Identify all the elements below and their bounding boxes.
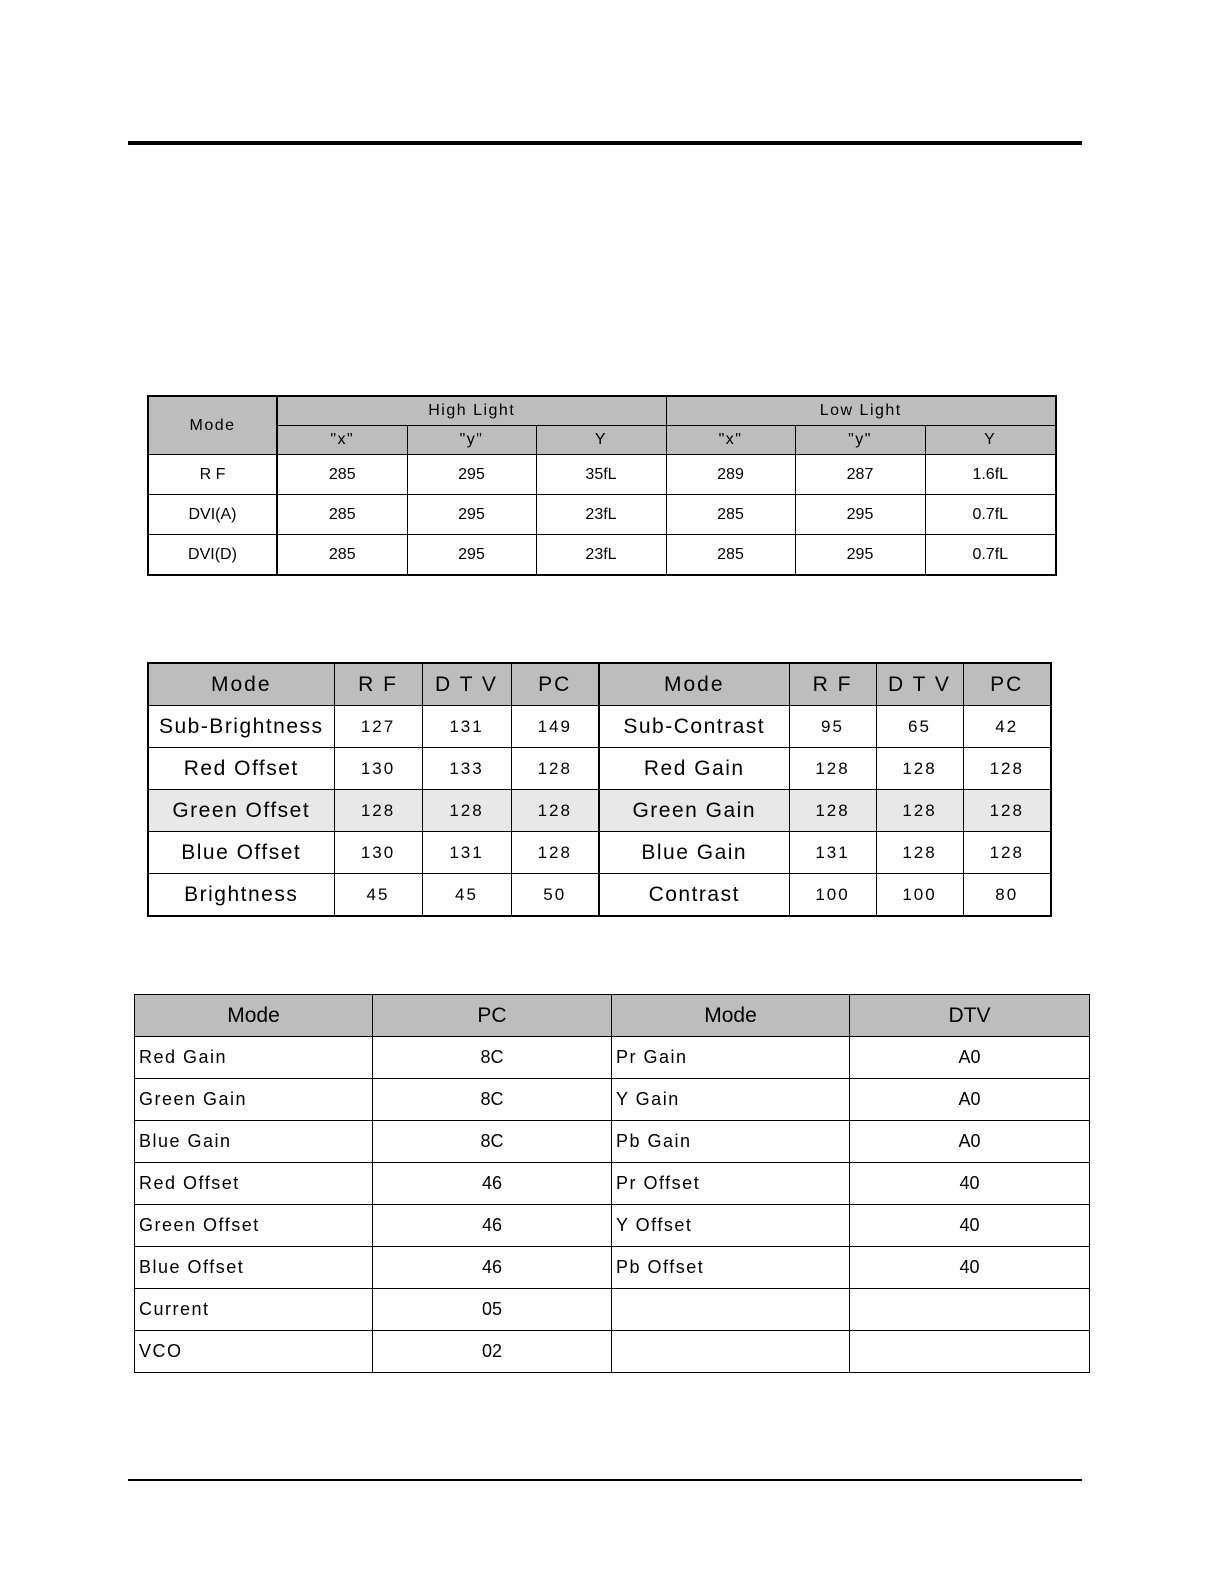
value-cell: 40 [850,1163,1090,1205]
label-cell: Red Gain [135,1037,373,1079]
table-row [148,790,1051,832]
table-row [148,495,1056,535]
low-light-header: Low Light [666,396,1056,426]
value-cell: A0 [850,1037,1090,1079]
label-cell: Pr Offset [612,1163,850,1205]
value-cell: 0.7fL [925,495,1056,535]
value-cell: 128 [789,748,876,790]
value-cell: 80 [963,874,1051,917]
value-cell: 8C [373,1037,612,1079]
table-row [148,535,1056,576]
value-cell: 42 [963,706,1051,748]
label-cell [612,1331,850,1373]
value-cell: 130 [334,832,422,874]
value-cell: 128 [511,790,599,832]
value-cell: 23fL [536,535,666,576]
pc-header: PC [373,995,612,1037]
value-cell: 128 [789,790,876,832]
value-cell: 45 [422,874,511,917]
mode-header: Mode [599,663,789,706]
sub-header: Y [925,426,1056,455]
table-row [148,874,1051,917]
dtv-header: DTV [850,995,1090,1037]
sub-header: "x" [666,426,795,455]
label-cell: Blue Gain [135,1121,373,1163]
label-cell: Current [135,1289,373,1331]
label-cell: Sub-Brightness [148,706,334,748]
label-cell: Pr Gain [612,1037,850,1079]
dtv-header: D T V [422,663,511,706]
sub-header: "y" [795,426,925,455]
value-cell: 100 [876,874,963,917]
table-row [135,1037,1090,1079]
label-cell: Green Offset [135,1205,373,1247]
high-light-header: High Light [277,396,666,426]
value-cell: 131 [422,706,511,748]
value-cell: 285 [277,495,407,535]
value-cell: 8C [373,1079,612,1121]
value-cell: A0 [850,1121,1090,1163]
label-cell: Green Gain [135,1079,373,1121]
value-cell: 0.7fL [925,535,1056,576]
label-cell: Red Offset [148,748,334,790]
table-row [135,1331,1090,1373]
value-cell: 8C [373,1121,612,1163]
value-cell: 45 [334,874,422,917]
label-cell [612,1289,850,1331]
dtv-header: D T V [876,663,963,706]
value-cell: 128 [963,790,1051,832]
mode-header: Mode [148,396,277,455]
rf-header: R F [334,663,422,706]
table-row [135,1205,1090,1247]
value-cell: 128 [511,832,599,874]
value-cell: 128 [963,748,1051,790]
value-cell: 128 [963,832,1051,874]
label-cell: Pb Gain [612,1121,850,1163]
label-cell: Brightness [148,874,334,917]
value-cell: 128 [876,832,963,874]
label-cell: Sub-Contrast [599,706,789,748]
table-row [148,455,1056,495]
label-cell: Blue Offset [135,1247,373,1289]
color-coordinate-table [147,395,1057,576]
value-cell: 295 [407,535,536,576]
value-cell: 131 [789,832,876,874]
value-cell: 1.6fL [925,455,1056,495]
adc-table [134,994,1090,1373]
value-cell: 285 [277,455,407,495]
value-cell: 100 [789,874,876,917]
value-cell: 289 [666,455,795,495]
mode-header: Mode [135,995,373,1037]
label-cell: Blue Offset [148,832,334,874]
label-cell: Contrast [599,874,789,917]
value-cell: A0 [850,1079,1090,1121]
value-cell: 50 [511,874,599,917]
label-cell: Y Gain [612,1079,850,1121]
value-cell: 149 [511,706,599,748]
mode-header: Mode [148,663,334,706]
table-row [148,748,1051,790]
value-cell: 05 [373,1289,612,1331]
rf-header: R F [789,663,876,706]
adjust-table [147,662,1052,917]
sub-header: "y" [407,426,536,455]
sub-header: "x" [277,426,407,455]
value-cell: 128 [511,748,599,790]
value-cell: 46 [373,1163,612,1205]
value-cell: 23fL [536,495,666,535]
value-cell: 128 [334,790,422,832]
table-row [148,706,1051,748]
label-cell: Green Offset [148,790,334,832]
value-cell: 285 [277,535,407,576]
value-cell: 65 [876,706,963,748]
pc-header: PC [511,663,599,706]
value-cell: 127 [334,706,422,748]
value-cell: 295 [795,535,925,576]
value-cell [850,1289,1090,1331]
mode-cell: DVI(D) [148,535,277,576]
label-cell: Blue Gain [599,832,789,874]
value-cell: 131 [422,832,511,874]
value-cell: 128 [876,748,963,790]
mode-cell: R F [148,455,277,495]
value-cell: 02 [373,1331,612,1373]
value-cell: 46 [373,1247,612,1289]
value-cell: 295 [407,495,536,535]
table-row [135,1121,1090,1163]
label-cell: VCO [135,1331,373,1373]
table-row [135,1247,1090,1289]
value-cell: 35fL [536,455,666,495]
mode-header: Mode [612,995,850,1037]
value-cell: 133 [422,748,511,790]
mode-cell: DVI(A) [148,495,277,535]
label-cell: Pb Offset [612,1247,850,1289]
table-row [148,832,1051,874]
table-row [135,1079,1090,1121]
table-row [135,1289,1090,1331]
label-cell: Green Gain [599,790,789,832]
value-cell: 285 [666,535,795,576]
header-rule [128,141,1082,145]
value-cell: 128 [422,790,511,832]
value-cell: 287 [795,455,925,495]
value-cell: 46 [373,1205,612,1247]
value-cell: 285 [666,495,795,535]
value-cell: 40 [850,1247,1090,1289]
table-row [135,1163,1090,1205]
value-cell: 95 [789,706,876,748]
value-cell: 295 [795,495,925,535]
label-cell: Red Gain [599,748,789,790]
value-cell: 130 [334,748,422,790]
value-cell: 40 [850,1205,1090,1247]
footer-rule [128,1479,1082,1481]
label-cell: Red Offset [135,1163,373,1205]
sub-header: Y [536,426,666,455]
value-cell [850,1331,1090,1373]
value-cell: 128 [876,790,963,832]
value-cell: 295 [407,455,536,495]
label-cell: Y Offset [612,1205,850,1247]
pc-header: PC [963,663,1051,706]
